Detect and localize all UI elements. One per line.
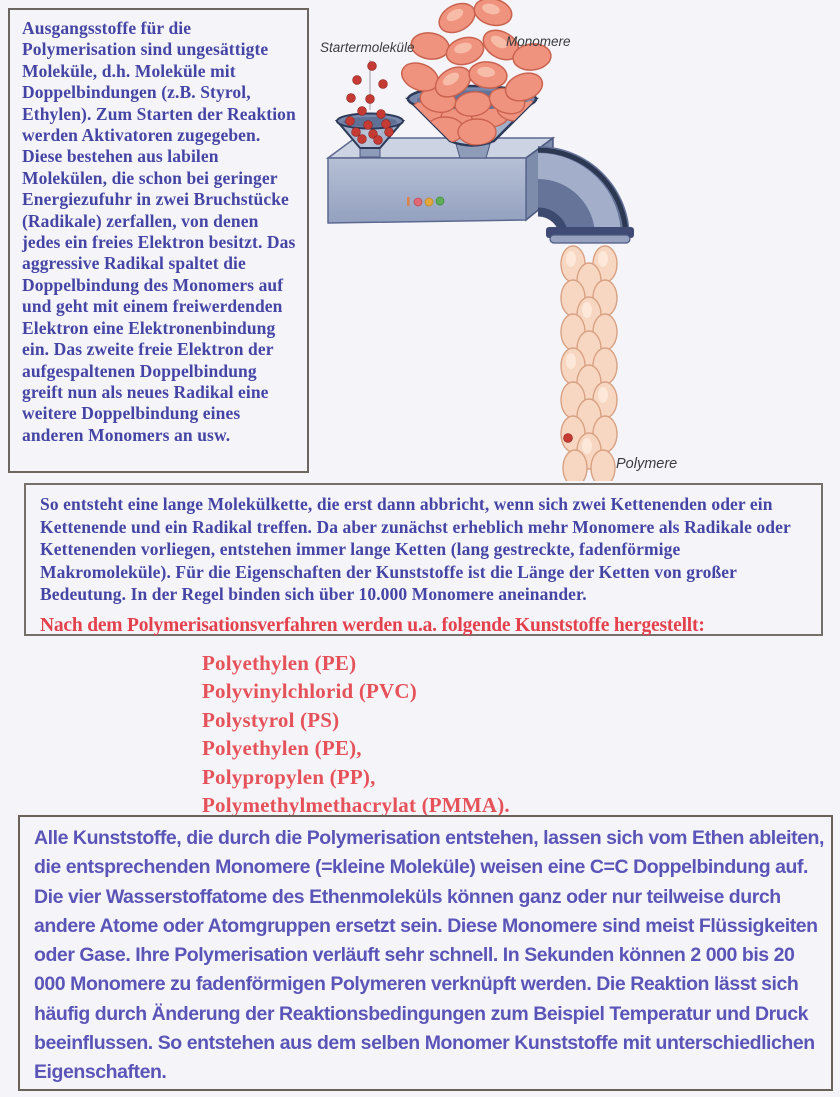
polymer-label: Polymere xyxy=(616,456,678,472)
radical-dot-icon xyxy=(564,434,573,443)
polymer-chain-icon xyxy=(561,246,617,481)
list-item: Polyethylen (PE), xyxy=(202,736,362,761)
red-light-icon xyxy=(414,198,422,206)
chain-paragraph: So entsteht eine lange Molekülkette, die erst dann abbricht, wenn sich zwei Kettenenden oder ein Kettenende und ein Radikal treffen. Da aber zunächst erheblich mehr Monomere als Radikale oder Kettenenden vorliegen, entstehen immer lange Ketten (lang gestreckte, fadenförmige Makromoleküle). Für die Eigenschaften der Kunststoffe ist die Länge der Ketten von großer Bedeutung. In der Regel binden sich über 10.000 Monomere aneinander. xyxy=(40,494,791,605)
list-item: Polymethylmethacrylat (PMMA). xyxy=(202,793,510,818)
chain-text-box xyxy=(24,483,823,636)
intro-text-box xyxy=(8,8,309,473)
intro-paragraph: Ausgangsstoffe für die Polymerisation sind ungesättigte Moleküle, d.h. Moleküle mit Doppelbindungen (z.B. Styrol, Ethylen). Zum Starten der Reaktion werden Aktivatoren zugegeben. Diese bestehen aus labilen Molekülen, die schon bei geringer Energiezufuhr in zwei Bruchstücke (Radikale) zerfallen, von denen jedes ein freies Elektron besitzt. Das aggressive Radikal spaltet die Doppelbindung des Monomers auf und geht mit einem freiwerdenden Elektron eine Elektronenbindung ein. Das zweite freie Elektron der aufgespaltenen Doppelbindung greift nun als neues Radikal eine weitere Doppelbindung eines anderen Monomers an usw. xyxy=(22,18,296,445)
elbow-pipe-icon xyxy=(538,146,634,243)
list-item: Polystyrol (PS) xyxy=(202,707,340,732)
list-item: Polyethylen (PE) xyxy=(202,651,357,675)
plastics-list xyxy=(202,649,510,819)
orange-light-icon xyxy=(425,198,433,206)
green-light-icon xyxy=(436,197,444,205)
plastics-heading: Nach dem Polymerisationsverfahren werden u.a. folgende Kunststoffe hergestellt: xyxy=(40,614,705,636)
ethen-text-box xyxy=(18,815,833,1091)
polymerisation-diagram xyxy=(310,0,840,481)
list-item: Polypropylen (PP), xyxy=(202,764,376,789)
list-item: Polyvinylchlorid (PVC) xyxy=(202,679,417,704)
ethen-paragraph: Alle Kunststoffe, die durch die Polymerisation entstehen, lassen sich vom Ethen ableiten, die entsprechenden Monomere (=kleine Moleküle) weisen eine C=C Doppelbindung auf. Die vier Wasserstoffatome des Ethenmoleküls können ganz oder nur teilweise durch andere Atome oder Atomgruppen ersetzt sein. Diese Monomere sind meist Flüssigkeiten oder Gase. Ihre Polymerisation verläuft sehr schnell. In Sekunden können 2 000 bis 20 000 Monomere zu fadenförmigen Polymeren verknüpft werden. Die Reaktion lässt sich häufig durch Änderung der Reaktionsbedingungen zum Beispiel Temperatur und Druck beeinflussen. So entstehen aus dem selben Monomer Kunststoffe mit unterschiedlichen Eigenschaften. xyxy=(34,827,824,1084)
polymerisation-machine-illustration xyxy=(310,0,840,481)
starter-label: Startermoleküle xyxy=(320,40,415,55)
monomer-label: Monomere xyxy=(506,34,571,49)
